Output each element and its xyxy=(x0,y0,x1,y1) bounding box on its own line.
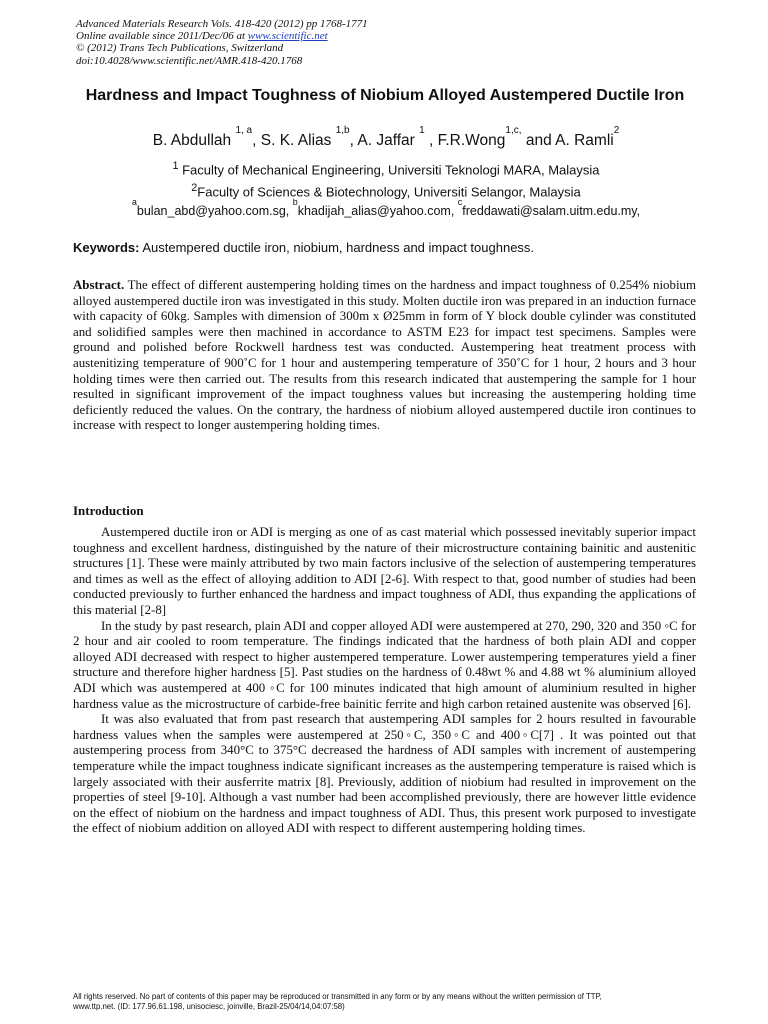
copyright-line: © (2012) Trans Tech Publications, Switzerland xyxy=(76,42,284,55)
author-affiliation-mark: 2 xyxy=(613,124,620,136)
abstract-text: The effect of different austempering holding times on the hardness and impact toughness of 0.254% niobium alloyed austempered ductile iron was investigated in this study. Molten ductile iron was prepared in an induction furnace with capacity of 60kg. Samples with dimension of 300m x Ø25mm in form of Y block double cylinder was constituted and solidified samples were then machined in accordance to ASTM E23 for impact test specimens. Samples were ground and polished before Rockwell hardness test was conducted. Austempering heat treatment process with austenitizing temperature of 900˚C for 1 hour and austempering temperature of 350˚C for 1 hour, 2 hours and 3 hour holding times were then carried out. The results from this research indicated that austempering the sample for 1 hour resulted in significant improvement of the impact toughness values but increasing the austempering holding time deficiently reduced the values. On the contrary, the hardness of niobium alloyed austempered ductile iron continues to increase with respect to longer austempering holding times. xyxy=(73,278,696,433)
email-address[interactable]: khadijah_alias@yahoo.com, xyxy=(297,204,458,218)
keywords-label: Keywords: xyxy=(73,240,140,255)
author-affiliation-mark: 1, a xyxy=(235,124,253,136)
email-address[interactable]: bulan_abd@yahoo.com.sg, xyxy=(136,204,293,218)
online-availability xyxy=(76,30,696,42)
author-affiliation-mark: 1,c, xyxy=(505,124,522,136)
journal-header xyxy=(76,18,696,67)
doi-line: doi:10.4028/www.scientific.net/AMR.418-420.1768 xyxy=(76,54,303,67)
author-name: B. Abdullah xyxy=(152,132,236,149)
author-list xyxy=(76,124,696,150)
author-emails xyxy=(76,196,696,219)
author-name: F.R.Wong xyxy=(437,132,506,149)
paragraph: It was also evaluated that from past research that austempering ADI samples for 2 hours resulted in favourable hardness values when the samples were austempered at 250◦C, 350◦C and 400◦C[7] . It was pointed out that austempering process from 340°C to 375°C decreased the hardness of ADI samples with increment of austempering temperature while the impact toughness indicate significant increases as the austempering temperature is raised which is largely associated with their ausferrite matrix [8]. Previously, addition of niobium had resulted in improvement on the properties of steel [9-10]. Although a vast number had been accomplished previously, there are however little evidence on the effect of niobium on the hardness and impact toughness of ADI. Thus, this present work purposed to investigate the effect of niobium addition on alloyed ADI with respect to different austempering holding times. xyxy=(73,712,696,836)
paragraph: Austempered ductile iron or ADI is merging as one of as cast material which possessed inevitably superior impact toughness and excellent hardness, distinguished by the nature of their microstructure containing bainitic and austenitic structures [1]. These were mainly attributed by two main factors inclusive of the selection of austempering temperatures and times as well as the effect of alloying addition to ADI [2-6]. With respect to that, good number of studies had been conducted previously to further enhanced the hardness and impact toughness of ADI, thus expanding the applications of this material [2-8] xyxy=(73,525,696,617)
publisher-link[interactable]: www.scientific.net xyxy=(247,30,328,43)
paper-title: Hardness and Impact Toughness of Niobium Alloyed Austempered Ductile Iron xyxy=(85,87,685,104)
email-mark: a xyxy=(131,196,137,207)
email-mark: b xyxy=(292,196,298,207)
author-separator: and xyxy=(521,132,556,149)
author-separator: , xyxy=(424,132,438,149)
keywords xyxy=(73,240,698,256)
author-affiliation-mark: 1 xyxy=(419,124,425,136)
copyright-footer xyxy=(73,992,703,1011)
affiliation-mark: 1 xyxy=(172,160,179,172)
affiliation-mark: 2 xyxy=(191,182,198,194)
keywords-text: Austempered ductile iron, niobium, hardness and impact toughness. xyxy=(139,240,535,255)
email-address[interactable]: freddawati@salam.uitm.edu.my, xyxy=(462,204,641,218)
abstract-label: Abstract. xyxy=(73,278,125,292)
affiliation-text: Faculty of Mechanical Engineering, Universiti Teknologi MARA, Malaysia xyxy=(178,162,600,178)
introduction-heading: Introduction xyxy=(73,503,144,518)
affiliation-text: Faculty of Sciences & Biotechnology, Universiti Selangor, Malaysia xyxy=(197,184,581,200)
author-affiliation-mark: 1,b xyxy=(335,124,350,136)
author-name: A. Ramli xyxy=(555,132,614,149)
author-separator: , xyxy=(252,132,261,149)
author-separator: , xyxy=(349,132,358,149)
online-availability-text: Online available since 2011/Dec/06 at xyxy=(76,30,248,43)
paragraph: In the study by past research, plain ADI and copper alloyed ADI were austempered at 270, 290, 320 and 350 ◦C for 2 hour and air cooled to room temperature. The findings indicated that the hardness of both plain ADI and copper alloyed ADI decreased with respect to higher austempered temperature. Lower austempering temperatures yield a finer structure and therefore higher hardness [5]. Past studies on the hardness of 0.48wt % and 4.88 wt % aluminium alloyed ADI which was austempered at 400 ◦C for 100 minutes indicated that high amount of aluminium resulted in higher hardness value as the microstructure of carbide-free bainitic ferrite and high carbon retained austenite was observed [6]. xyxy=(73,618,696,711)
abstract xyxy=(73,278,696,434)
affiliation-1 xyxy=(76,158,696,178)
journal-citation: Advanced Materials Research Vols. 418-420 (2012) pp 1768-1771 xyxy=(76,18,368,30)
footer-download-info: www.ttp.net. (ID: 177.96.61.198, unisociesc, joinville, Brazil-25/04/14,04:07:58) xyxy=(73,1001,345,1011)
author-name: A. Jaffar xyxy=(357,132,420,149)
author-name: S. K. Alias xyxy=(260,132,336,149)
footer-rights: All rights reserved. No part of contents of this paper may be reproduced or transmitted in any form or by any means without the written permission of TTP, xyxy=(73,992,602,1001)
affiliation-2 xyxy=(76,180,696,200)
introduction-body xyxy=(73,525,696,837)
email-mark: c xyxy=(457,196,463,207)
